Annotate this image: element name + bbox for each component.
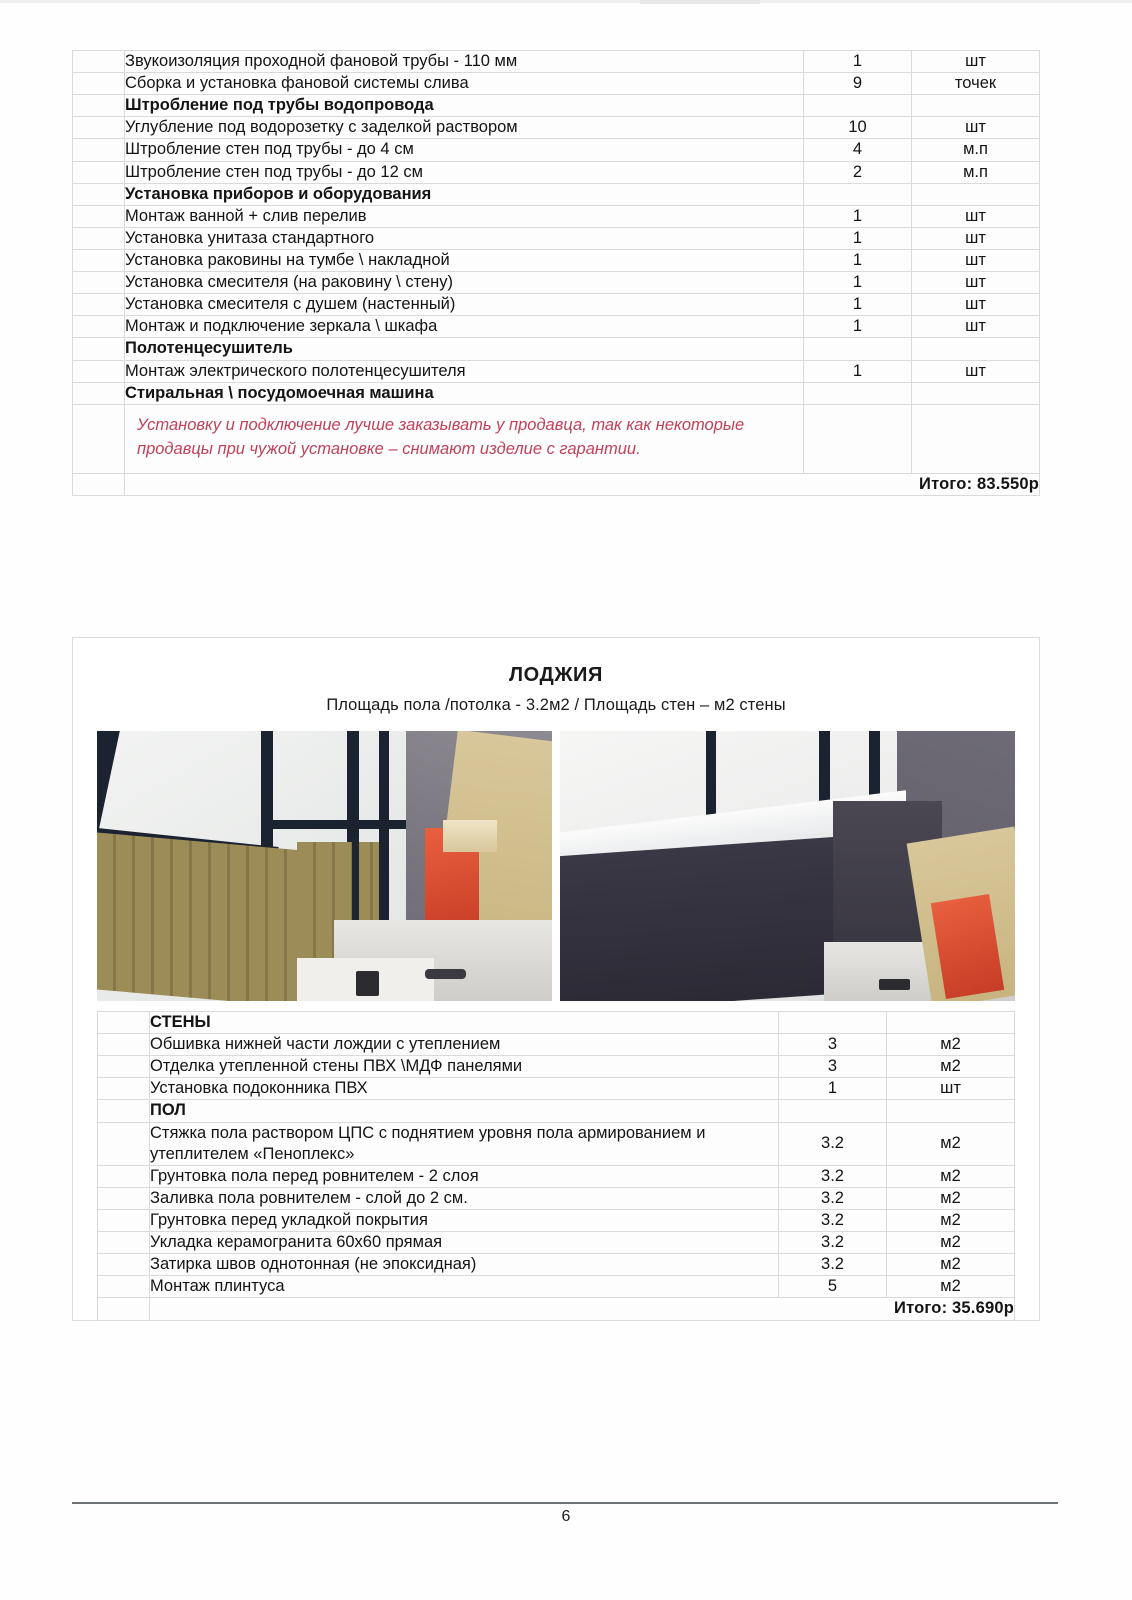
table-row (73, 316, 1040, 338)
row-unit: шт (912, 272, 1040, 294)
row-gutter-cell (73, 161, 125, 183)
row-quantity: 9 (804, 73, 912, 95)
table-row (73, 73, 1040, 95)
row-unit: шт (912, 294, 1040, 316)
row-gutter-cell (73, 338, 125, 360)
loggia-title: ЛОДЖИЯ (508, 664, 603, 686)
row-unit: шт (912, 205, 1040, 227)
row-description: ПОЛ (150, 1100, 779, 1122)
row-quantity (779, 1100, 887, 1122)
row-unit (912, 404, 1040, 473)
table-total-row (98, 1298, 1015, 1320)
row-description: Штробление стен под трубы - до 12 см (125, 161, 804, 183)
row-description: Грунтовка пола перед ровнителем - 2 слоя (150, 1165, 779, 1187)
table-section-row (73, 382, 1040, 404)
row-description: Установка смесителя с душем (настенный) (125, 294, 804, 316)
row-gutter-cell (73, 382, 125, 404)
row-quantity: 3.2 (779, 1254, 887, 1276)
row-quantity: 10 (804, 117, 912, 139)
row-gutter-cell (98, 1254, 150, 1276)
row-unit: шт (887, 1078, 1015, 1100)
row-description: Монтаж электрического полотенцесушителя (125, 360, 804, 382)
row-description: Штробление стен под трубы - до 4 см (125, 139, 804, 161)
table-row (98, 1034, 1015, 1056)
row-quantity: 1 (779, 1078, 887, 1100)
row-description: Штробление под трубы водопровода (125, 95, 804, 117)
loggia-photo-2 (560, 731, 1015, 1001)
row-description: Установка смесителя (на раковину \ стену) (125, 272, 804, 294)
table-section-row (73, 95, 1040, 117)
row-gutter-cell (98, 1187, 150, 1209)
row-gutter-cell (73, 205, 125, 227)
loggia-subtitle: Площадь пола /потолка - 3.2м2 / Площадь стен – м2 стены (326, 696, 786, 714)
table-row (73, 51, 1040, 73)
table-row (98, 1165, 1015, 1187)
table-row (73, 249, 1040, 271)
row-gutter-cell (73, 73, 125, 95)
loggia-section (72, 637, 1040, 1321)
row-gutter-cell (98, 1122, 150, 1165)
row-unit: м2 (887, 1122, 1015, 1165)
row-quantity (804, 95, 912, 117)
table-row (73, 205, 1040, 227)
row-quantity: 1 (804, 360, 912, 382)
row-description: Монтаж плинтуса (150, 1276, 779, 1298)
row-gutter-cell (98, 1012, 150, 1034)
row-quantity: 3 (779, 1034, 887, 1056)
table-row (73, 360, 1040, 382)
row-quantity: 1 (804, 227, 912, 249)
row-gutter-cell (98, 1056, 150, 1078)
row-gutter-cell (98, 1232, 150, 1254)
row-unit: м2 (887, 1232, 1015, 1254)
row-unit: шт (912, 51, 1040, 73)
row-gutter-cell (73, 294, 125, 316)
row-quantity: 5 (779, 1276, 887, 1298)
table-row (73, 227, 1040, 249)
plumbing-table-body (73, 51, 1040, 496)
table-section-row (98, 1012, 1015, 1034)
table-row (98, 1056, 1015, 1078)
row-unit: м.п (912, 139, 1040, 161)
row-description: Стиральная \ посудомоечная машина (125, 382, 804, 404)
estimate-table-plumbing (72, 50, 1040, 496)
row-quantity (804, 404, 912, 473)
row-unit (912, 338, 1040, 360)
scan-artifact (640, 0, 760, 4)
total-gutter-cell (98, 1298, 150, 1320)
row-gutter-cell (73, 227, 125, 249)
table-row (73, 161, 1040, 183)
row-unit (887, 1012, 1015, 1034)
row-unit: м.п (912, 161, 1040, 183)
loggia-estimate-table-wrap (73, 1011, 1039, 1321)
row-description: Полотенцесушитель (125, 338, 804, 360)
row-description: Отделка утепленной стены ПВХ \МДФ панелями (150, 1056, 779, 1078)
row-description: Установку и подключение лучше заказывать у продавца, так как некоторые продавцы при чужой установке – снимают изделие с гарантии. (125, 404, 804, 473)
row-description: Грунтовка перед укладкой покрытия (150, 1209, 779, 1231)
row-description: Затирка швов однотонная (не эпоксидная) (150, 1254, 779, 1276)
row-gutter-cell (73, 272, 125, 294)
table-total-row (73, 473, 1040, 495)
table-row (98, 1209, 1015, 1231)
row-quantity: 1 (804, 294, 912, 316)
row-description: Стяжка пола раствором ЦПС с поднятием уровня пола армированием и утеплителем «Пеноплекс» (150, 1122, 779, 1165)
table-row (73, 272, 1040, 294)
table-row (73, 117, 1040, 139)
row-gutter-cell (98, 1209, 150, 1231)
row-quantity: 2 (804, 161, 912, 183)
row-gutter-cell (98, 1165, 150, 1187)
row-gutter-cell (98, 1078, 150, 1100)
row-quantity: 3.2 (779, 1232, 887, 1254)
row-unit: шт (912, 316, 1040, 338)
scan-artifact (0, 0, 1132, 3)
table-row (98, 1254, 1015, 1276)
row-quantity: 3.2 (779, 1209, 887, 1231)
row-gutter-cell (73, 183, 125, 205)
row-gutter-cell (73, 249, 125, 271)
row-unit: м2 (887, 1034, 1015, 1056)
row-quantity: 3.2 (779, 1187, 887, 1209)
row-description: Сборка и установка фановой системы слива (125, 73, 804, 95)
row-quantity: 4 (804, 139, 912, 161)
row-gutter-cell (98, 1276, 150, 1298)
estimate-table-loggia (97, 1011, 1015, 1321)
row-quantity: 1 (804, 316, 912, 338)
table-row (98, 1232, 1015, 1254)
row-unit (887, 1100, 1015, 1122)
loggia-header (73, 638, 1039, 725)
row-unit (912, 183, 1040, 205)
loggia-table-body (98, 1012, 1015, 1321)
plumbing-estimate-table (72, 50, 1040, 496)
row-quantity: 1 (804, 51, 912, 73)
row-quantity: 3.2 (779, 1122, 887, 1165)
row-gutter-cell (98, 1034, 150, 1056)
row-quantity: 1 (804, 205, 912, 227)
row-description: Заливка пола ровнителем - слой до 2 см. (150, 1187, 779, 1209)
table-row (98, 1187, 1015, 1209)
table-row (73, 139, 1040, 161)
row-unit: шт (912, 249, 1040, 271)
row-quantity: 3.2 (779, 1165, 887, 1187)
row-gutter-cell (98, 1100, 150, 1122)
row-unit (912, 95, 1040, 117)
row-description: Обшивка нижней части лождии с утеплением (150, 1034, 779, 1056)
loggia-photo-1 (97, 731, 552, 1001)
footer-divider (72, 1502, 1058, 1504)
row-description: Укладка керамогранита 60х60 прямая (150, 1232, 779, 1254)
table-section-row (98, 1100, 1015, 1122)
table-note-row (73, 404, 1040, 473)
table-row (73, 294, 1040, 316)
row-unit: шт (912, 360, 1040, 382)
row-unit: м2 (887, 1187, 1015, 1209)
row-gutter-cell (73, 360, 125, 382)
table-section-row (73, 183, 1040, 205)
row-quantity (804, 183, 912, 205)
row-unit: м2 (887, 1276, 1015, 1298)
row-gutter-cell (73, 316, 125, 338)
row-gutter-cell (73, 117, 125, 139)
total-amount: Итого: 83.550р (125, 473, 1040, 495)
row-quantity: 1 (804, 272, 912, 294)
row-unit: м2 (887, 1165, 1015, 1187)
row-description: Установка раковины на тумбе \ накладной (125, 249, 804, 271)
row-description: Монтаж ванной + слив перелив (125, 205, 804, 227)
row-quantity (804, 382, 912, 404)
row-gutter-cell (73, 51, 125, 73)
row-description: Звукоизоляция проходной фановой трубы - 110 мм (125, 51, 804, 73)
row-description: Установка унитаза стандартного (125, 227, 804, 249)
row-unit: шт (912, 227, 1040, 249)
table-row (98, 1078, 1015, 1100)
row-unit: м2 (887, 1056, 1015, 1078)
table-section-row (73, 338, 1040, 360)
row-unit: м2 (887, 1254, 1015, 1276)
row-description: Углубление под водорозетку с заделкой раствором (125, 117, 804, 139)
table-row (98, 1276, 1015, 1298)
row-quantity: 1 (804, 249, 912, 271)
row-quantity (804, 338, 912, 360)
row-unit: шт (912, 117, 1040, 139)
row-description: Монтаж и подключение зеркала \ шкафа (125, 316, 804, 338)
row-unit (912, 382, 1040, 404)
row-quantity (779, 1012, 887, 1034)
total-amount: Итого: 35.690р (150, 1298, 1015, 1320)
row-quantity: 3 (779, 1056, 887, 1078)
loggia-photo-row (73, 725, 1039, 1011)
row-description: СТЕНЫ (150, 1012, 779, 1034)
row-gutter-cell (73, 95, 125, 117)
row-gutter-cell (73, 404, 125, 473)
total-gutter-cell (73, 473, 125, 495)
row-unit: м2 (887, 1209, 1015, 1231)
page-number: 6 (561, 1508, 571, 1525)
row-gutter-cell (73, 139, 125, 161)
table-row (98, 1122, 1015, 1165)
row-unit: точек (912, 73, 1040, 95)
row-description: Установка приборов и оборудования (125, 183, 804, 205)
row-description: Установка подоконника ПВХ (150, 1078, 779, 1100)
